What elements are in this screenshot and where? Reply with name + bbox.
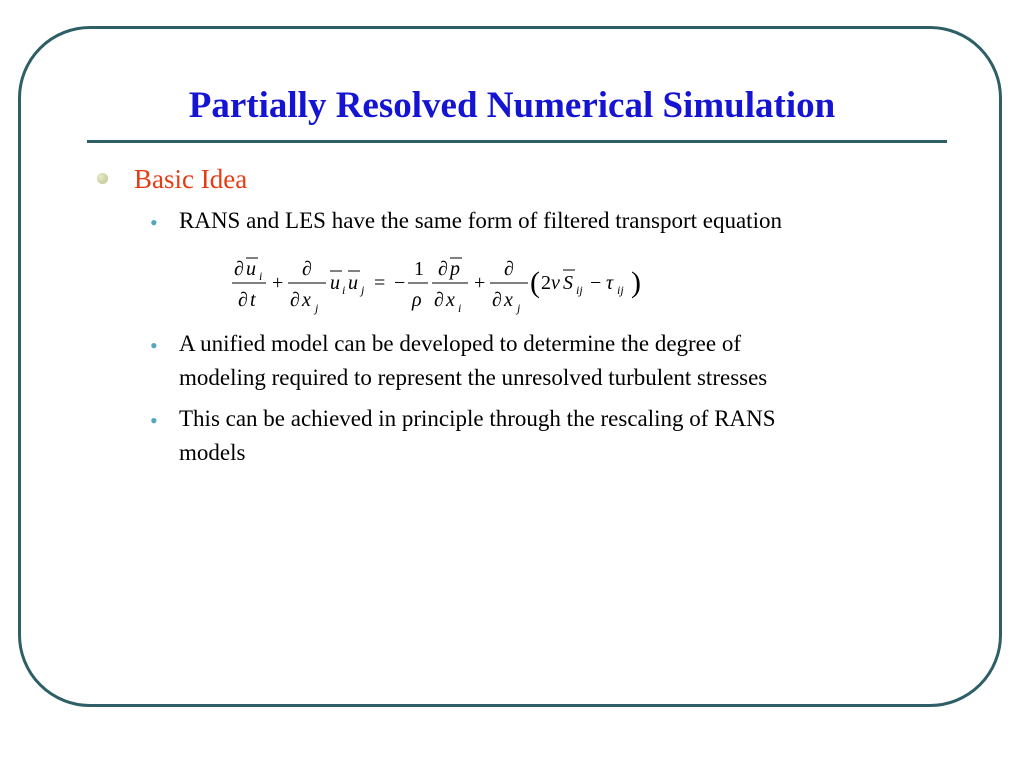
eq-partial-7: ∂ [504,258,514,280]
eq-two: 2 [541,272,551,294]
eq-partial-3: ∂ [302,258,312,280]
eq-partial-6: ∂ [434,289,444,311]
eq-sub-j-2: j [361,283,365,297]
eq-nu: ν [551,272,560,294]
eq-left-paren: ( [530,266,540,299]
eq-sub-i-2: i [342,283,346,297]
bullet-dot-icon [97,173,108,184]
eq-minus-2: − [590,272,602,294]
sub-bullet-rans-les: RANS and LES have the same form of filtered transport equation [179,208,782,233]
eq-partial-4: ∂ [290,289,300,311]
eq-partial-1: ∂ [234,258,244,280]
eq-plus-1: + [272,272,284,294]
eq-u-1: u [246,258,256,280]
eq-sub-ij-1: ij [576,283,583,297]
sub-bullet-icon: • [150,408,158,433]
eq-one: 1 [414,258,424,280]
eq-plus-2: + [474,272,486,294]
sub-bullet-unified-model-line2: modeling required to represent the unresolved turbulent stresses [179,365,768,390]
sub-bullet-icon: • [150,210,158,235]
sub-bullet-unified-model-line1: A unified model can be developed to determine the degree of [179,331,742,356]
eq-u-3: u [348,272,358,294]
eq-equals: = [374,272,386,294]
sub-bullet-rescaling-line2: models [179,440,246,465]
eq-partial-5: ∂ [438,258,448,280]
eq-sub-j-1: j [315,301,319,315]
eq-right-paren: ) [631,266,641,299]
eq-partial-8: ∂ [492,289,502,311]
eq-S: S [563,272,573,294]
eq-u-2: u [330,272,340,294]
eq-t: t [250,289,256,311]
transport-equation [228,248,648,318]
eq-x-2: x [446,289,455,311]
eq-p: p [450,258,460,280]
eq-sub-i-3: i [458,301,462,315]
eq-tau: τ [606,272,614,294]
eq-sub-ij-2: ij [617,283,624,297]
eq-x-3: x [504,289,513,311]
eq-x-1: x [302,289,311,311]
eq-sub-j-3: j [517,301,521,315]
eq-partial-2: ∂ [238,289,248,311]
eq-sub-i-1: i [259,269,263,283]
sub-bullet-icon: • [150,333,158,358]
slide-title: Partially Resolved Numerical Simulation [188,85,836,126]
eq-minus-1: − [394,272,406,294]
sub-bullet-rescaling-line1: This can be achieved in principle through the rescaling of RANS [179,406,776,431]
eq-rho: ρ [412,289,422,311]
title-divider [87,140,947,143]
bullet-basic-idea: Basic Idea [134,164,248,194]
